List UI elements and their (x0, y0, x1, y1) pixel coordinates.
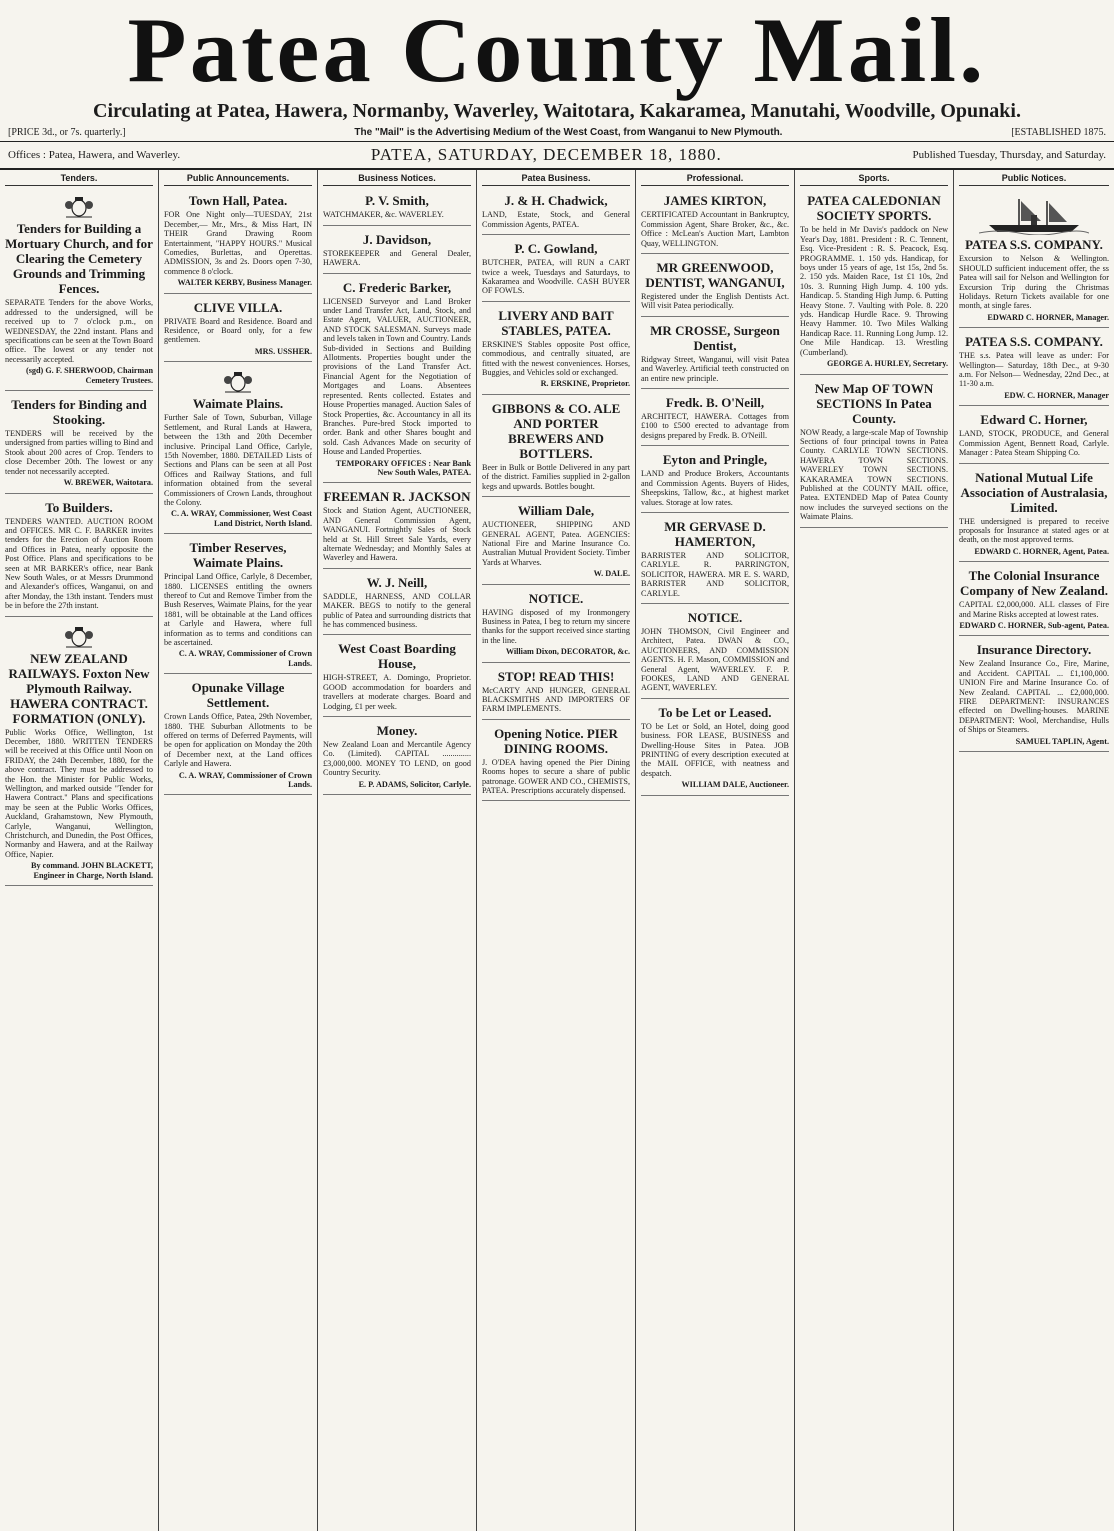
advertisement (800, 190, 948, 374)
ad-body: CAPITAL £2,000,000. ALL classes of Fire and Marine Risks accepted at lowest rates. (959, 600, 1109, 619)
royal-crest-icon (62, 195, 96, 219)
royal-crest-icon (62, 625, 96, 649)
ad-body: To be held in Mr Davis's paddock on New Year's Day, 1881. President : R. C. Tennent, Esq. Vice-President : R. S. Peacock, Esq. PROGRAMME. 1. 150 yds. Handicap, for boys under 15 years of age, 1st 15s, 2nd 5s. 2. 150 yds. Maiden Race, 1st £1 10s, 2nd 10s. 3. Running High Jump. 4. 100 yds. Handicap. 5. Standing High Jump. 6. Putting Heavy Stone. 7. Vaulting with Pole. 8. 220 yds. Handicap Hurdle Race. 9. Throwing Heavy Hammer. 10. Two Miles Walking Handicap Race. 11. Running Long Jump. 12. One Mile Handicap. 13. Wrestling (Cumberland). (800, 225, 948, 357)
column-heading: Professional. (641, 174, 789, 186)
advertisement (164, 537, 312, 674)
column-heading: Business Notices. (323, 174, 471, 186)
ad-title: PATEA CALEDONIAN SOCIETY SPORTS. (807, 193, 941, 224)
advertisement (800, 378, 948, 528)
ad-body: Further Sale of Town, Suburban, Village Settlement, and Rural Lands at Hawera, between the 13th and 20th December inclusive. Principal Land Office, Carlyle, 15th November, 1880. DETAILED Lists of Sections and Plans can be seen at all Post Offices and Railway Stations, and full information obtained from the several Commissioners of Crown Lands, throughout the Colony. (164, 413, 312, 507)
ad-signature: C. A. WRAY, Commissioner of Crown Lands. (178, 649, 312, 668)
ad-title: Tenders for Binding and Stooking. (11, 397, 147, 428)
advertisement (323, 638, 471, 717)
ad-title: STOP! READ THIS! (497, 668, 615, 684)
ad-body: FOR One Night only—TUESDAY, 21st December,— Mr., Mrs., & Miss Hart, IN THEIR Grand Drawing Room Entertainment, "HAPPY HOURS." Musical Comedies, Burlettas, and Operettas. ADMISSION, 3s and 2s. Doors open 7-30, commence 8 o'clock. (164, 210, 312, 276)
advertisement (5, 190, 153, 391)
ad-body: AUCTIONEER, SHIPPING AND GENERAL AGENT, Patea. AGENCIES: National Fire and Marine Insurance Co. Australian Mutual Provident Society. Timber Yards at Wharves. (482, 520, 630, 567)
ad-body: HIGH-STREET, A. Domingo, Proprietor. GOOD accommodation for boarders and travellers at moderate charges. Board and Lodging, £1 per week. (323, 673, 471, 711)
ad-body: LAND, STOCK, PRODUCE, and General Commission Agent, Bennett Road, Carlyle. Manager : Patea Steam Shipping Co. (959, 429, 1109, 458)
ad-body: LAND, Estate, Stock, and General Commission Agents, PATEA. (482, 210, 630, 229)
column-heading: Sports. (800, 174, 948, 186)
ad-body: TO be Let or Sold, an Hotel, doing good business. FOR LEASE, BUSINESS and Dwelling-House Sites in Patea. JOB PRINTING of every description executed at the MAIL OFFICE, with neatness and despatch. (641, 721, 789, 778)
ad-title: Edward C. Horner, (980, 412, 1088, 428)
ad-body: McCARTY AND HUNGER, GENERAL BLACKSMITHS AND IMPORTERS OF FARM IMPLEMENTS. (482, 685, 630, 714)
ad-title: JAMES KIRTON, (663, 193, 767, 209)
ad-signature: WALTER KERBY, Business Manager. (177, 278, 312, 288)
ad-title: NEW ZEALAND RAILWAYS. Foxton New Plymouth Railway. HAWERA CONTRACT. FORMATION (ONLY). (8, 650, 150, 726)
advertisement (959, 639, 1109, 752)
ad-signature: C. A. WRAY, Commissioner of Crown Lands. (178, 770, 312, 790)
dateline (0, 142, 1114, 170)
advertisement (641, 516, 789, 604)
advertisement (5, 497, 153, 617)
ad-signature: EDWARD C. HORNER, Agent, Patea. (974, 546, 1109, 556)
ad-title: Money. (376, 723, 418, 739)
ad-body: Public Works Office, Wellington, 1st December, 1880. WRITTEN TENDERS will be received at this Office until Noon on FRIDAY, the 24th December, 1880, for the above contract. They must be addressed to the Hon. the Minister for Public Works, Wellington, and marked outside "Tender for Hawera Contract." Plans and specifications may be seen at the Public Works Offices, Auckland, Grahamstown, New Plymouth, Carlyle, Wanganui, Wellington, Christchurch, and Dunedin, the Post Offices, Normanby and Hawera, and at the Railway Office, Napier. (5, 727, 153, 859)
ad-body: ERSKINE'S Stables opposite Post office, commodious, and centrally situated, are fitted with the newest conveniences. Horses, Buggies, and Vehicles sold or exchanged. (482, 339, 630, 378)
column-heading: Tenders. (5, 174, 153, 186)
ad-title: Opening Notice. PIER DINING ROOMS. (494, 725, 618, 756)
columns-container (0, 170, 1114, 1531)
ad-title: LIVERY AND BAIT STABLES, PATEA. (498, 307, 614, 338)
published-note: Published Tuesday, Thursday, and Saturday. (912, 149, 1106, 161)
advertisement (164, 190, 312, 293)
ad-body: SADDLE, HARNESS, AND COLLAR MAKER. BEGS to notify to the general public of Patea and surrounding districts that he has commenced business. (323, 591, 471, 629)
ad-signature: C. A. WRAY, Commissioner, West Coast Land District, North Island. (171, 509, 312, 528)
advertisement (641, 392, 789, 446)
column-2 (159, 170, 318, 1531)
advertisement (482, 723, 630, 802)
ad-title: CLIVE VILLA. (193, 299, 283, 315)
ad-body: LICENSED Surveyor and Land Broker under Land Transfer Act, Land, Stock, and Estate Agent, VALUER, AUCTIONEER, AND STOCK SALESMAN. Surveys made and levels taken in Town and Country. Lands Sub-divided in Sections and Building Allotments. Properties bought under the provisions of the Land Transfer Act. Financial Agent for the Negotiation of Mortgages and Loans. Absentees represented. Rents collected. Estates and House Properties managed. Auction Sales of Stock Properties, &c. Accountancy in all its Branches. Pure-bred Stock imported to order. Bank and other Shares bought and sold. Cash Advances Made on security of House and Landed Properties. (323, 296, 471, 457)
ad-signature: EDWARD C. HORNER, Manager. (987, 312, 1109, 322)
advertisement (323, 229, 471, 274)
advertisement (482, 588, 630, 663)
ad-body: STOREKEEPER and General Dealer, HAWERA. (323, 248, 471, 268)
ad-title: P. C. Gowland, (514, 241, 598, 257)
ad-body: WATCHMAKER, &c. WAVERLEY. (323, 210, 444, 220)
masthead (0, 0, 1114, 100)
advertisement (323, 572, 471, 636)
ad-title: NOTICE. (687, 609, 743, 625)
ad-body: LAND and Produce Brokers, Accountants and Commission Agents. Buyers of Hides, Sheepskins, Tallow, &c., at highest market values. Storage at low rates. (641, 469, 789, 507)
ad-title: P. V. Smith, (365, 193, 429, 209)
ad-signature: By command. JOHN BLACKETT, Engineer in Charge, North Island. (31, 861, 153, 880)
ad-body: Crown Lands Office, Patea, 29th November, 1880. THE Suburban Allotments to be offered on terms of Deferred Payments, will be open for application on Monday the 20th of December next, at the Land offices Carlyle and Hawera. (164, 712, 312, 769)
ad-title: GIBBONS & CO. ALE AND PORTER BREWERS AND BOTTLERS. (491, 400, 621, 461)
ad-title: Tenders for Building a Mortuary Church, and for Clearing the Cemetery Grounds and Trimming Fences. (5, 221, 153, 297)
ad-title: New Map OF TOWN SECTIONS In Patea County. (814, 380, 934, 426)
ad-signature: (sgd) G. F. SHERWOOD, Chairman Cemetery Trustees. (25, 366, 153, 385)
tagline: The "Mail" is the Advertising Medium of the West Coast, from Wanganui to New Plymouth. (354, 127, 783, 138)
advertisement (959, 565, 1109, 636)
ad-body: NOW Ready, a large-scale Map of Township Sections of four principal towns in Patea County. CARLYLE TOWN SECTIONS. HAWERA TOWN SECTIONS. WAVERLEY TOWN SECTIONS. KAKARAMEA TOWN SECTIONS. Published at the COUNTY MAIL office, Patea. EXTENDED Map of Patea County now includes the surveyed sections on the Waimate Plains. (800, 427, 948, 522)
steamship-icon (979, 195, 1089, 235)
established-note: [ESTABLISHED 1875. (1011, 127, 1106, 138)
ad-title: Opunake Village Settlement. (191, 680, 285, 711)
advertisement (164, 365, 312, 534)
ad-body: TENDERS will be received by the undersigned from parties willing to Bind and Stook about 200 acres of Crop. Tenders to close December 20th. The lowest or any tender not necessarily accepted. (5, 429, 153, 476)
ad-body: Principal Land Office, Carlyle, 8 December, 1880. LICENSES entitling the owners thereof to Cut and Remove Timber from the Bush Reserves, Waimate Plains, for the year 1881, will be obtainable at the Land offices at Carlyle and Hawera, where full information as to terms and conditions can be ascertained. (164, 572, 312, 647)
ad-signature: William Dixon, DECORATOR, &c. (505, 647, 630, 657)
ad-body: Beer in Bulk or Bottle Delivered in any part of the district. Families supplied in 2-gallon kegs and upwards. Bottles bought. (482, 462, 630, 491)
newspaper-title: Patea County Mail. (127, 0, 987, 101)
ad-body: TENDERS WANTED. AUCTION ROOM and OFFICES. MR C. F. BARKER invites tenders for the Erection of Auction Room and Offices in Patea, nearly opposite the Post Office. Plans and specifications to be seen at MR BARKER's office, near Bank New South Wales, or at Messrs Drummond and Alexander's offices, Wanganui, on and after Monday, the 13th instant. Tenders must be in before the 27th instant. (5, 516, 153, 611)
advertisement (641, 320, 789, 389)
column-heading: Public Notices. (959, 174, 1109, 186)
advertisement (641, 607, 789, 699)
advertisement (482, 500, 630, 584)
advertisement (959, 331, 1109, 406)
ad-signature: E. P. ADAMS, Solicitor, Carlyle. (358, 779, 471, 789)
ad-title: MR GREENWOOD, DENTIST, WANGANUI, (645, 260, 785, 291)
ad-signature: R. ERSKINE, Proprietor. (540, 379, 630, 389)
ad-signature: WILLIAM DALE, Auctioneer. (681, 780, 789, 790)
advertisement (959, 190, 1109, 328)
ad-body: Excursion to Nelson & Wellington. SHOULD sufficient inducement offer, the ss Patea will sail for Nelson and Wellington for Excursion Trip during the Christmas Holidays. Return Tickets available for one month, at single fares. (959, 254, 1109, 311)
ad-title: The Colonial Insurance Company of New Zealand. (959, 568, 1109, 599)
ad-body: JOHN THOMSON, Civil Engineer and Architect, Patea. DWAN & CO., AUCTIONEERS, AND COMMISSION AGENTS. H. F. Mason, COMMISSION and General Agent, WAVERLEY. F. P. FOOKES, LAND AND GENERAL AGENT, WAVERLEY. (641, 626, 789, 693)
advertisement (164, 677, 312, 795)
advertisement (323, 720, 471, 795)
column-4 (477, 170, 636, 1531)
ad-title: C. Frederic Barker, (342, 279, 452, 295)
ad-body: BUTCHER, PATEA, will RUN a CART twice a week, Tuesdays and Saturdays, to Kakaramea and Woodville. CASH BUYER OF FOWLS. (482, 258, 630, 296)
ad-body: HAVING disposed of my Ironmongery Business in Patea, I beg to return my sincere thanks for the support received since starting in the line. (482, 607, 630, 645)
ad-title: West Coast Boarding House, (338, 641, 456, 672)
column-1 (0, 170, 159, 1531)
advertisement (323, 190, 471, 225)
column-5 (636, 170, 795, 1531)
ad-title: MR CROSSE, Surgeon Dentist, (650, 322, 780, 353)
ad-signature: SAMUEL TAPLIN, Agent. (1015, 736, 1109, 746)
ad-title: PATEA S.S. COMPANY. (965, 334, 1103, 350)
ad-title: Eyton and Pringle, (662, 452, 768, 468)
ad-title: Insurance Directory. (976, 642, 1092, 658)
ad-body: THE s.s. Patea will leave as under: For Wellington— Saturday, 18th Dec., at 9-30 a.m. For Nelson— Wednesday, 22nd Dec., at 11-30 a.m. (959, 351, 1109, 389)
ad-body: SEPARATE Tenders for the above Works, addressed to the undersigned, will be received up to 7 o'clock p.m., on WEDNESDAY, the 22nd instant. Plans and specifications can be seen at the Town Board office. The lowest or any tender not necessarily accepted. (5, 298, 153, 364)
subheader (0, 124, 1114, 142)
advertisement (5, 394, 153, 493)
ad-signature: EDWARD C. HORNER, Sub-agent, Patea. (959, 620, 1109, 630)
ad-signature: MRS. USSHER. (254, 346, 312, 356)
ad-title: To be Let or Leased. (658, 704, 772, 720)
ad-title: J. & H. Chadwick, (504, 193, 608, 209)
ad-body: New Zealand Loan and Mercantile Agency Co. (Limited). CAPITAL .............. £3,000,000. MONEY TO LEND, on good Country Security. (323, 740, 471, 778)
issue-date: PATEA, SATURDAY, DECEMBER 18, 1880. (370, 145, 722, 164)
column-heading: Patea Business. (482, 174, 630, 186)
advertisement (5, 620, 153, 887)
ad-signature: EDW. C. HORNER, Manager (1004, 390, 1109, 400)
ad-title: Waimate Plains. (192, 396, 284, 412)
ad-title: PATEA S.S. COMPANY. (965, 237, 1103, 253)
advertisement (641, 257, 789, 317)
ad-title: J. Davidson, (362, 231, 432, 247)
ad-title: Timber Reserves, Waimate Plains. (189, 540, 287, 571)
column-6 (795, 170, 954, 1531)
advertisement (641, 449, 789, 513)
advertisement (959, 467, 1109, 563)
advertisement (482, 398, 630, 497)
ad-title: W. J. Neill, (366, 574, 428, 590)
advertisement (164, 297, 312, 363)
ad-body: PRIVATE Board and Residence. Board and Residence, or Board only, for a few gentlemen. (164, 316, 312, 345)
advertisement (323, 277, 471, 484)
ad-title: Fredk. B. O'Neill, (665, 395, 765, 411)
advertisement (482, 190, 630, 235)
ad-signature: W. BREWER, Waitotara. (63, 478, 153, 488)
ad-title: To Builders. (45, 499, 113, 515)
ad-title: MR GERVASE D. HAMERTON, (664, 518, 766, 549)
advertisement (482, 305, 630, 395)
ad-body: ARCHITECT, HAWERA. Cottages from £100 to £500 erected to advantage from designs prepared by Fredk. B. O'Neill. (641, 412, 789, 440)
advertisement (641, 190, 789, 254)
ad-body: BARRISTER AND SOLICITOR, CARLYLE. R. PARRINGTON, SOLICITOR, HAWERA. MR E. S. WARD, BARRISTER AND SOLICITOR, CARLYLE. (641, 550, 789, 598)
circulation-line: Circulating at Patea, Hawera, Normanby, Waverley, Waitotara, Kakaramea, Manutahi, Woodville, Opunaki. (93, 100, 1021, 122)
ad-body: THE undersigned is prepared to receive proposals for Insurance at stated ages or at death, on the most approved terms. (959, 516, 1109, 545)
ad-body: New Zealand Insurance Co., Fire, Marine, and Accident. CAPITAL ... £1,100,000. UNION Fire and Marine Insurance Co. of New Zealand. CAPITAL ... £2,000,000. FIRE DEPARTMENT: INSURANCES effected on Dwelling-houses. MARINE DEPARTMENT: Wool, Merchandise, Hulls of Ships or Steamers. (959, 659, 1109, 735)
advertisement (482, 238, 630, 302)
column-3 (318, 170, 477, 1531)
royal-crest-icon (221, 370, 255, 394)
ad-body: J. O'DEA having opened the Pier Dining Rooms hopes to secure a share of public patronage. GOWER AND CO., CHEMISTS, PATEA. Prescriptions accurately dispensed. (482, 757, 630, 795)
ad-signature: GEORGE A. HURLEY, Secretary. (827, 359, 948, 369)
ad-body: CERTIFICATED Accountant in Bankruptcy, Commission Agent, Share Broker, &c., &c. Office : McLean's Auction Mart, Lambton Quay, WELLINGTON. (641, 210, 789, 248)
ad-title: William Dale, (517, 503, 595, 519)
ad-title: FREEMAN R. JACKSON (323, 489, 471, 505)
ad-body: Stock and Station Agent, AUCTIONEER, AND General Commission Agent, WANGANUI. Fortnightly Sales of Stock held at St. Hill Street Sale Yards, every alternate Wednesday; and Monthly Sales at Waverley and Hawera. (323, 506, 471, 563)
advertisement (641, 702, 789, 796)
offices-note: Offices : Patea, Hawera, and Waverley. (8, 149, 181, 161)
ad-title: NOTICE. (528, 590, 584, 606)
price-note: [PRICE 3d., or 7s. quarterly.] (8, 127, 126, 138)
ad-signature: W. DALE. (593, 569, 630, 579)
ad-body: Registered under the English Dentists Act. Will visit Patea periodically. (641, 292, 789, 311)
advertisement (482, 666, 630, 720)
column-7 (954, 170, 1114, 1531)
ad-title: Town Hall, Patea. (188, 193, 288, 209)
ad-signature: TEMPORARY OFFICES : Near Bank New South Wales, PATEA. (335, 458, 471, 477)
ad-title: National Mutual Life Association of Australasia, Limited. (960, 469, 1108, 515)
column-heading: Public Announcements. (164, 174, 312, 186)
advertisement (959, 409, 1109, 463)
advertisement (323, 486, 471, 568)
ad-body: Ridgway Street, Wanganui, will visit Patea and Waverley. Artificial teeth constructed on an entire new principle. (641, 354, 789, 383)
